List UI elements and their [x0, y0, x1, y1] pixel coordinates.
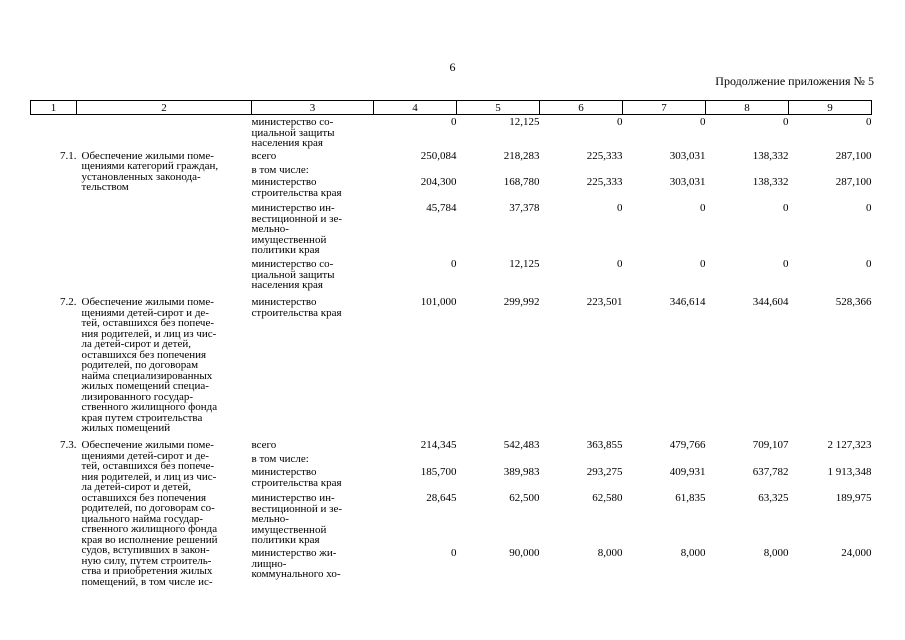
value-col-4: [374, 163, 457, 176]
table-row: [31, 438, 872, 452]
value-col-5: 12,125: [509, 116, 540, 128]
value-col-6: 363,855: [586, 439, 623, 451]
value-col-7: 0: [700, 202, 706, 214]
table-row: [31, 149, 872, 163]
value-col-9: 24,000: [841, 547, 872, 559]
row-executor: министерство жи- лищно- коммунального хо-: [251, 547, 341, 580]
value-col-5: [457, 163, 540, 176]
row-code: 7.1.: [60, 149, 77, 162]
row-executor: министерство со- циальной защиты населения края: [251, 258, 335, 291]
value-col-6: 8,000: [597, 547, 623, 559]
value-col-5: 299,992: [503, 296, 540, 308]
value-col-6: 62,580: [592, 492, 623, 504]
value-col-4: 0: [451, 547, 457, 559]
row-code: [31, 491, 77, 546]
value-col-7: 0: [700, 258, 706, 270]
value-col-7: [623, 163, 706, 176]
header-row: [31, 101, 872, 115]
budget-table: [30, 100, 872, 588]
value-col-4: 0: [451, 258, 457, 270]
value-col-5: 218,283: [503, 149, 540, 162]
value-col-8: 709,107: [752, 439, 789, 451]
column-header-8: 8: [706, 101, 789, 115]
value-col-9: 287,100: [835, 149, 872, 162]
row-code: [31, 546, 77, 582]
value-col-8: 344,604: [752, 296, 789, 308]
value-col-8: 138,332: [752, 176, 789, 188]
value-col-4: 185,700: [420, 466, 457, 478]
row-code: 7.3.: [60, 439, 77, 451]
value-col-7: 479,766: [669, 439, 706, 451]
value-col-6: 293,275: [586, 466, 623, 478]
value-col-6: 0: [617, 116, 623, 128]
row-description: [77, 115, 252, 149]
row-code: [31, 201, 77, 257]
row-code: [31, 163, 77, 176]
table-body: [31, 115, 872, 588]
value-col-7: 409,931: [669, 466, 706, 478]
value-col-8: 63,325: [758, 492, 789, 504]
value-col-5: 90,000: [509, 547, 540, 559]
row-executor: министерство ин- вестиционной и зе- мельно- имущественной политики края: [251, 492, 343, 546]
value-col-8: 0: [783, 116, 789, 128]
value-col-7: 0: [700, 116, 706, 128]
value-col-9: [789, 163, 872, 176]
row-description: [77, 438, 252, 588]
table-row: [31, 115, 872, 149]
row-code: 7.2.: [60, 296, 77, 308]
row-description-text: Обеспечение жилыми поме- щениями детей-сирот и де- тей, оставшихся без попече- ния родителей, и лиц из чис- ла детей-сирот и детей, оставшихся без попечения родителей, по договорам найма специализированных жилых помещений специа- лизированного государ- ственного жилищного фонда края путем строительства жилых помещений: [81, 296, 218, 434]
column-header-5: 5: [457, 101, 540, 115]
column-header-2: 2: [77, 101, 252, 115]
row-description: [77, 257, 252, 295]
value-col-7: 346,614: [669, 296, 706, 308]
table-row: [31, 201, 872, 257]
row-executor: министерство ин- вестиционной и зе- мельно- имущественной политики края: [251, 202, 343, 256]
row-code: [31, 257, 77, 295]
row-executor: министерство строительства края: [251, 296, 342, 319]
row-description: [77, 149, 252, 193]
value-col-7: [623, 452, 706, 465]
table-row: [31, 295, 872, 438]
column-header-1: 1: [31, 101, 77, 115]
value-col-8: 8,000: [763, 547, 789, 559]
row-code: [31, 452, 77, 465]
row-code: [31, 465, 77, 491]
row-executor: министерство строительства края: [251, 466, 342, 489]
value-col-4: [374, 452, 457, 465]
value-col-9: 0: [866, 258, 872, 270]
row-executor: всего: [251, 439, 277, 451]
value-col-5: 542,483: [503, 439, 540, 451]
value-col-6: 223,501: [586, 296, 623, 308]
value-col-7: 303,031: [669, 149, 706, 162]
row-description-text: Обеспечение жилыми поме- щениями детей-сирот и де- тей, оставшихся без попече- ния родителей, и лиц из чис- ла детей-сирот и детей, оставшихся без попечения родителей, по договорам со- циального найма государ- ственного жилищного фонда края во исполнение решений судов, вступивших в закон- ную силу, путем строитель- ства и приобретения жилых помещений, в том числе ис-: [81, 439, 218, 588]
row-code: [31, 175, 77, 201]
value-col-4: 0: [451, 116, 457, 128]
value-col-4: 101,000: [420, 296, 457, 308]
value-col-5: 37,378: [509, 202, 540, 214]
value-col-5: 62,500: [509, 492, 540, 504]
value-col-8: [706, 163, 789, 176]
value-col-5: [457, 452, 540, 465]
value-col-9: 1 913,348: [827, 466, 872, 478]
value-col-9: 0: [866, 202, 872, 214]
value-col-6: 0: [617, 202, 623, 214]
column-header-7: 7: [623, 101, 706, 115]
row-executor: в том числе:: [251, 453, 309, 465]
value-col-6: 225,333: [586, 149, 623, 162]
value-col-4: 204,300: [420, 176, 457, 188]
value-col-4: 28,645: [426, 492, 457, 504]
value-col-9: 189,975: [835, 492, 872, 504]
row-description: [77, 295, 252, 438]
value-col-6: 0: [617, 258, 623, 270]
row-code: [31, 115, 77, 149]
value-col-6: 225,333: [586, 176, 623, 188]
value-col-8: 637,782: [752, 466, 789, 478]
column-header-3: 3: [252, 101, 374, 115]
column-header-6: 6: [540, 101, 623, 115]
value-col-8: 0: [783, 258, 789, 270]
table-row: [31, 257, 872, 295]
continuation-title: Продолжение приложения № 5: [715, 74, 874, 88]
row-executor: министерство строительства края: [251, 176, 342, 199]
value-col-5: 12,125: [509, 258, 540, 270]
row-executor: всего: [251, 149, 277, 162]
value-col-9: 2 127,323: [827, 439, 872, 451]
row-description-text: Обеспечение жилыми поме- щениями категорий граждан, установленных законода- тельством: [81, 149, 219, 193]
value-col-4: 250,084: [420, 149, 457, 162]
value-col-5: 168,780: [503, 176, 540, 188]
value-col-8: 0: [783, 202, 789, 214]
value-col-6: [540, 163, 623, 176]
column-header-4: 4: [374, 101, 457, 115]
value-col-9: 0: [866, 116, 872, 128]
value-col-4: 45,784: [426, 202, 457, 214]
value-col-7: 303,031: [669, 176, 706, 188]
value-col-5: 389,983: [503, 466, 540, 478]
value-col-9: [789, 452, 872, 465]
value-col-7: 61,835: [675, 492, 706, 504]
row-executor: министерство со- циальной защиты населения края: [251, 116, 335, 149]
value-col-8: 138,332: [752, 149, 789, 162]
row-description: [77, 201, 252, 257]
value-col-7: 8,000: [680, 547, 706, 559]
column-header-9: 9: [789, 101, 872, 115]
row-executor: в том числе:: [251, 163, 309, 176]
page-number: 6: [449, 60, 456, 74]
value-col-9: 287,100: [835, 176, 872, 188]
value-col-9: 528,366: [835, 296, 872, 308]
value-col-8: [706, 452, 789, 465]
value-col-4: 214,345: [420, 439, 457, 451]
value-col-6: [540, 452, 623, 465]
